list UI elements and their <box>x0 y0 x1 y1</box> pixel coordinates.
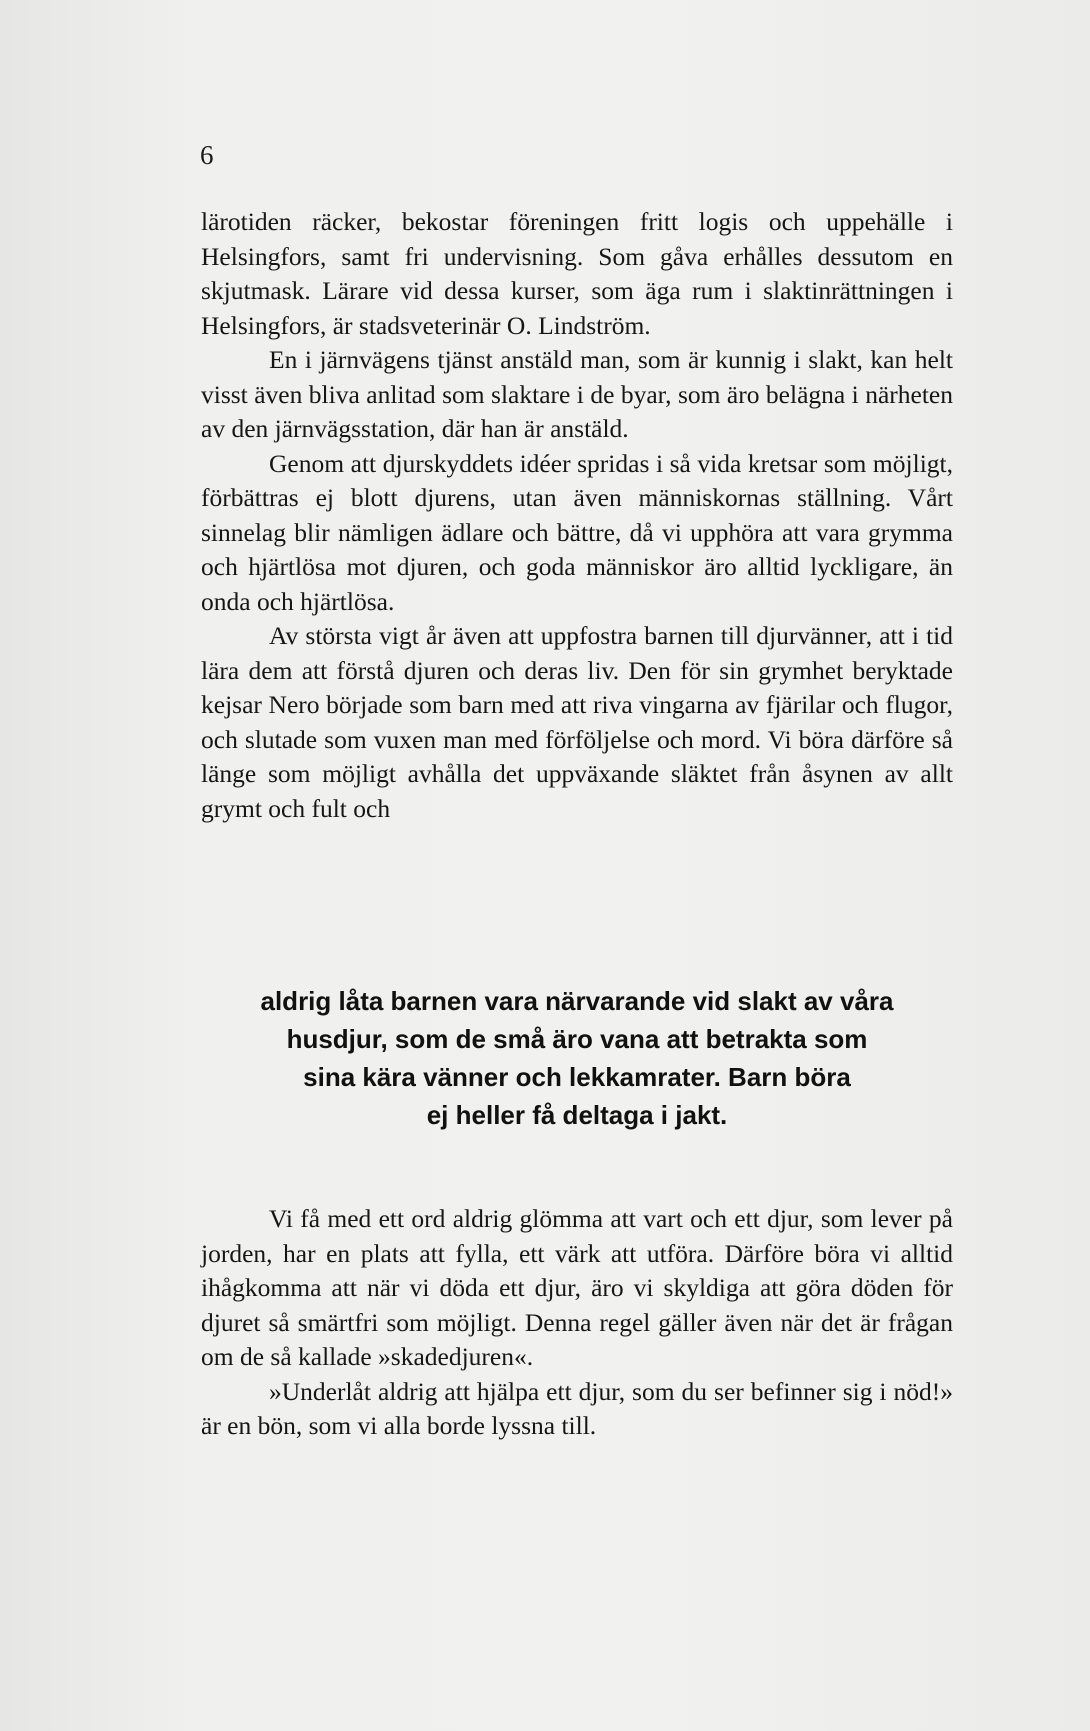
body-text-top <box>201 205 953 826</box>
paragraph-5: Vi få med ett ord aldrig glömma att vart och ett djur, som lever på jorden, har en plats att fylla, ett värk att utföra. Därföre böra vi alltid ihågkomma att när vi döda ett djur, äro vi skyldiga att göra döden för djuret så smärtfri som möjligt. Denna regel gäller även när det är frågan om de så kallade »skadedjuren«. <box>201 1204 953 1371</box>
emphasis-line: husdjur, som de små äro vana att betrakta som <box>286 1024 868 1054</box>
emphasis-line: sina kära vänner och lekkamrater. Barn böra <box>303 1062 851 1092</box>
emphasis-line: aldrig låta barnen vara närvarande vid slakt av våra <box>260 986 894 1016</box>
paragraph-2: En i järnvägens tjänst anstäld man, som är kunnig i slakt, kan helt visst även bliva anlitad som slaktare i de byar, som äro belägna i närheten av den järnvägsstation, där han är anstäld. <box>201 345 953 443</box>
emphasis-line: ej heller få deltaga i jakt. <box>426 1100 728 1130</box>
paragraph-3: Genom att djurskyddets idéer spridas i så vida kretsar som möjligt, förbättras ej blott djurens, utan även människornas ställning. Vårt sinnelag blir nämligen ädlare och bättre, då vi upphöra att vara grymma och hjärtlösa mot djuren, och goda människor äro alltid lyckligare, än onda och hjärtlösa. <box>201 448 953 616</box>
body-text-bottom <box>201 1202 953 1444</box>
emphasized-passage <box>201 982 953 1134</box>
paragraph-6: »Underlåt aldrig att hjälpa ett djur, som du ser befinner sig i nöd!» är en bön, som vi alla borde lyssna till. <box>201 1376 953 1440</box>
paragraph-1: lärotiden räcker, bekostar föreningen fritt logis och uppehälle i Helsingfors, samt fri undervisning. Som gåva erhålles dessutom en skjutmask. Lärare vid dessa kurser, som äga rum i slaktinrättningen i Helsingfors, är stadsveterinär O. Lindström. <box>201 207 953 340</box>
page-number: 6 <box>200 140 214 170</box>
paragraph-4: Av största vigt år även att uppfostra barnen till djurvänner, att i tid lära dem att förstå djuren och deras liv. Den för sin grymhet beryktade kejsar Nero började som barn med att riva vingarna av fjärilar och flugor, och slutade som vuxen man med förföljelse och mord. Vi böra därföre så länge som möjligt avhålla det uppväxande släktet från åsynen av allt grymt och fult och <box>201 621 953 823</box>
